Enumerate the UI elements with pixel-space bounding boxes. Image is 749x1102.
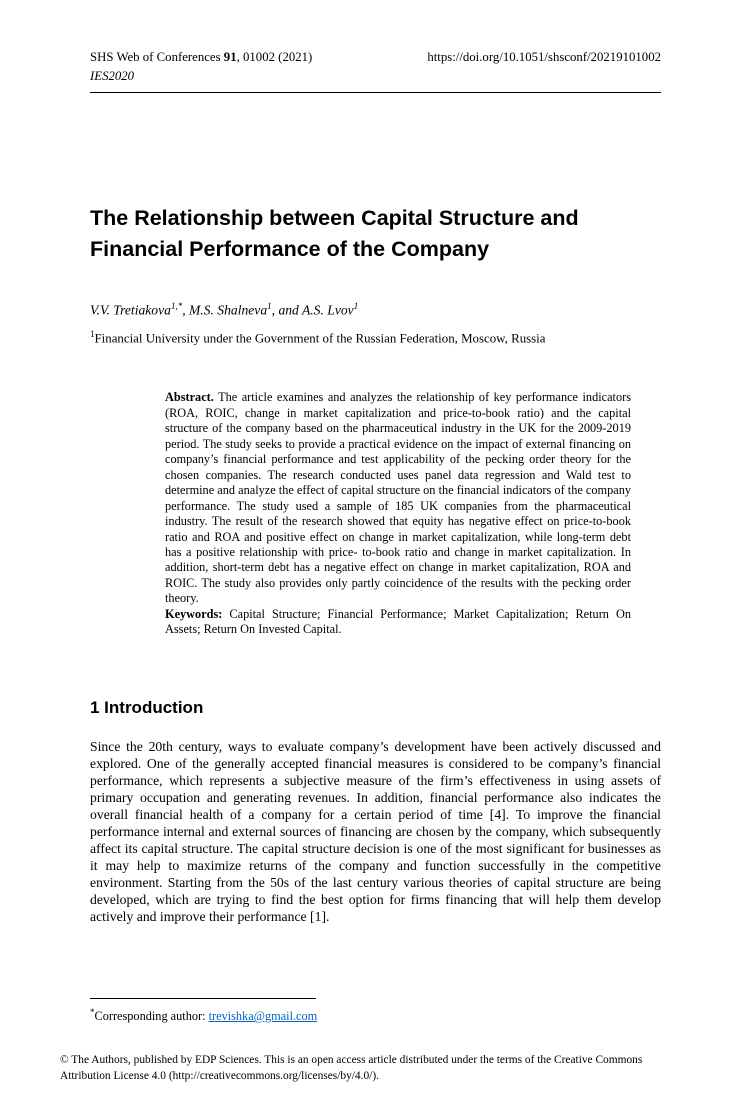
abstract	[165, 390, 631, 638]
authors-line	[90, 301, 661, 319]
journal-citation	[90, 50, 312, 66]
footnote-marker: *	[90, 1007, 95, 1017]
abstract-text: The article examines and analyzes the relationship of key performance indicators (ROA, ROIC, change in market capitalization and price-to-book ratio) and the capital structure of the company based on the pharmaceutical industry in the UK for the 2009-2019 period. The study seeks to provide a practical evidence on the impact of external financing on company’s financial performance and test applicability of the pecking order theory for the chosen companies. The research conducted uses panel data regression and Wald test to determine and analyze the effect of capital structure on the financial indicators of the company performance. The study used a sample of 185 UK companies from the pharmaceutical industry. The result of the research showed that equity has negative effect on price-to-book ratio and ROA and positive effect on change in market capitalization, while long-term debt has a positive relationship with price- to-book ratio and change in market capitalization. In addition, short-term debt has a negative effect on change in market capitalization, ROA and ROIC. The study also provides only partly coincidence of the results with the pecking order theory.	[165, 390, 631, 606]
affiliation	[90, 329, 661, 346]
author-superscript: 1	[267, 301, 272, 312]
journal-volume: 91	[223, 50, 237, 64]
corresponding-author-email-link[interactable]: trevishka@gmail.com	[208, 1009, 318, 1024]
footnote-text	[90, 1007, 317, 1024]
author-name: M.S. Shalneva	[188, 302, 268, 318]
footer-copyright: © The Authors, published by EDP Sciences. This is an open access article distributed under the terms of the Creative Commons Attribution License 4.0 (http://creativecommons.org/licenses/by/4.0/).	[60, 1054, 643, 1082]
author-superscript: 1,*	[170, 301, 183, 312]
author-name: A.S. Lvov	[301, 302, 354, 318]
footnote	[90, 998, 317, 1024]
page-header	[90, 50, 661, 93]
section-heading-introduction: 1 Introduction	[90, 697, 204, 717]
footnote-label: Corresponding author:	[94, 1009, 209, 1024]
keywords-text: Capital Structure; Financial Performance; Market Capitalization; Return On Assets; Return On Invested Capital.	[165, 606, 631, 637]
affiliation-superscript: 1	[90, 328, 95, 339]
abstract-paragraph	[165, 390, 631, 607]
intro-paragraph: Since the 20th century, ways to evaluate company’s development have been actively discussed and explored. One of the generally accepted financial measures is considered to be company’s financial performance, which represents a subjective measure of the firm’s effectiveness in using assets of primary occupation and generating revenues. In addition, financial performance also indicates the overall financial health of a company for a certain period of time [4]. To improve the financial performance internal and external sources of financing are chosen by the company, which subsequently affect its capital structure. The capital structure decision is one of the most significant for businesses as it may help to maximize returns of the company and function successfully in the competitive environment. Starting from the 50s of the last century various theories of capital structure are being developed, which are trying to find the best option for firms financing that will help them develop actively and improve their performance [1].	[90, 738, 661, 924]
author-name: V.V. Tretiakova	[90, 302, 171, 318]
article-title: The Relationship between Capital Structure and Financial Performance of the Company	[90, 205, 579, 262]
author-separator: ,	[182, 302, 189, 318]
author-separator: , and	[271, 302, 302, 318]
doi-text: https://doi.org/10.1051/shsconf/20219101002	[427, 50, 661, 64]
conference-name: IES2020	[90, 68, 135, 83]
journal-name: SHS Web of Conferences	[90, 50, 224, 64]
abstract-label: Abstract.	[165, 390, 214, 405]
author-superscript: 1	[353, 301, 359, 312]
affiliation-text: Financial University under the Government of the Russian Federation, Moscow, Russia	[94, 331, 546, 346]
journal-issue: , 01002 (2021)	[236, 50, 313, 64]
footnote-separator	[90, 998, 316, 999]
keywords-label: Keywords:	[165, 606, 223, 621]
keywords-paragraph	[165, 607, 631, 638]
